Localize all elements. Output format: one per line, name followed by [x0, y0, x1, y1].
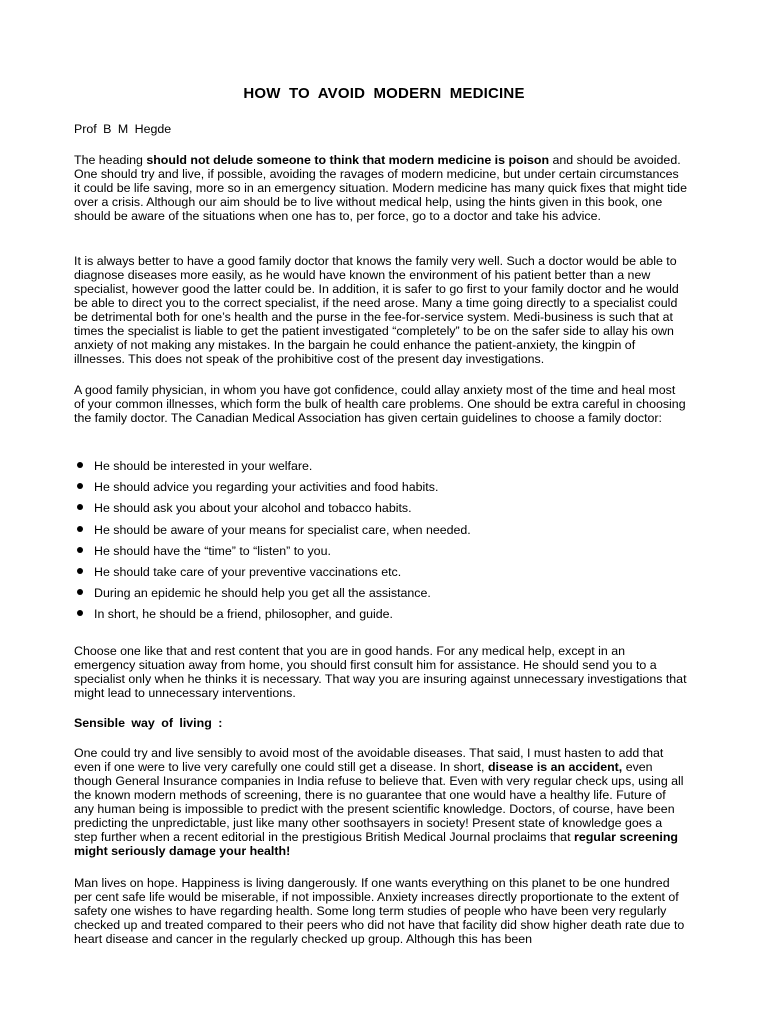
list-item-text: He should ask you about your alcohol and tobacco habits.: [94, 501, 412, 516]
bullet-icon: [77, 462, 83, 468]
p1-bold: should not delude someone to think that modern medicine is poison: [146, 153, 550, 167]
list-item-text: During an epidemic he should help you get all the assistance.: [94, 586, 431, 601]
bullet-icon: [77, 568, 83, 574]
bullet-icon: [77, 526, 83, 532]
bullet-icon: [77, 610, 83, 616]
list-item-text: He should take care of your preventive vaccinations etc.: [94, 564, 402, 579]
paragraph-sensible-living: [74, 746, 688, 858]
bullet-icon: [77, 547, 83, 553]
list-item-text: He should have the “time” to “listen” to you.: [94, 543, 331, 558]
list-item: [74, 459, 554, 480]
bullet-icon: [77, 504, 83, 510]
section-heading: Sensible way of living :: [74, 716, 223, 730]
bullet-icon: [77, 589, 83, 595]
list-item-text: He should be interested in your welfare.: [94, 459, 313, 473]
author-line: Prof B M Hegde: [74, 122, 172, 136]
paragraph-family-physician: A good family physician, in whom you have got confidence, could allay anxiety most of the time and heal most of your common illnesses, which form the bulk of health care problems. One should be extra careful in choosing the family doctor. The Canadian Medical Association has given certain guidelines to choose a family doctor:: [74, 383, 686, 425]
list-item: [74, 565, 554, 586]
list-item: [74, 480, 554, 501]
list-item: [74, 523, 554, 544]
p5-bold-screening: regular screening might seriously damage your health!: [74, 830, 678, 858]
p1-text-a: The heading: [74, 153, 147, 167]
p5-bold-accident: disease is an accident,: [487, 760, 623, 774]
bullet-icon: [77, 483, 83, 489]
list-item: [74, 607, 554, 628]
document-title: HOW TO AVOID MODERN MEDICINE: [243, 85, 525, 102]
paragraph-choose-one: Choose one like that and rest content that you are in good hands. For any medical help, except in an emergency situation away from home, you should first consult him for assistance. He should send you to a specialist only when he thinks it is necessary. That way you are insuring against unnecessary investigations that might lead to unnecessary interventions.: [74, 644, 687, 700]
guidelines-list: [74, 459, 554, 629]
list-item-text: He should be aware of your means for specialist care, when needed.: [94, 522, 471, 537]
list-item: [74, 586, 554, 607]
p5-text-c: even though General Insurance companies in India refuse to believe that. Even with very regular check ups, using all the known modern methods of screening, there is no guarantee that one would have a healthy life. Future of any human being is impossible to predict with the present scientific knowledge. Doctors, of course, have been predicting the unpredictable, just like many other soothsayers in society! Present state of knowledge goes a step further when a recent editorial in the prestigious British Medical Journal proclaims that: [74, 760, 684, 844]
list-item: [74, 501, 554, 522]
p1-text-c: and should be avoided. One should try and live, if possible, avoiding the ravages of modern medicine, but under certain circumstances it could be life saving, more so in an emergency situation. Modern medicine has many quick fixes that might tide over a crisis. Although our aim should be to live without medical help, using the hints given in this book, one should be aware of the situations when one has to, per force, go to a doctor and take his advice.: [74, 153, 687, 223]
paragraph-man-lives-on-hope: Man lives on hope. Happiness is living dangerously. If one wants everything on this planet to be one hundred per cent safe life would be miserable, if not impossible. Anxiety increases directly proportionate to the extent of safety one wishes to have regarding health. Some long term studies of people who have been very regularly checked up and treated compared to their peers who did not have that facility did show higher death rate due to heart disease and cancer in the regularly checked up group. Although this has been: [74, 876, 685, 946]
p5-text-a: One could try and live sensibly to avoid most of the avoidable diseases. That said, I must hasten to add that even if one were to live very carefully one could still get a disease. In short,: [74, 746, 664, 774]
paragraph-family-doctor: It is always better to have a good family doctor that knows the family very well. Such a doctor would be able to diagnose diseases more easily, as he would have known the environment of his patient better than a new specialist, however good the latter could be. In addition, it is safer to go first to your family doctor and he would be able to direct you to the correct specialist, if the need arose. Many a time going directly to a specialist could be detrimental both for one’s health and the purse in the fee-for-service system. Medi-business is such that at times the specialist is liable to get the patient investigated “completely” to be on the safer side to allay his own anxiety of not making any mistakes. In the bargain he could enhance the patient-anxiety, the kingpin of illnesses. This does not speak of the prohibitive cost of the present day investigations.: [74, 254, 679, 366]
list-item-text: He should advice you regarding your activities and food habits.: [94, 480, 439, 495]
list-item: [74, 544, 554, 565]
list-item-text: In short, he should be a friend, philosopher, and guide.: [94, 607, 393, 622]
paragraph-intro: [74, 153, 688, 223]
